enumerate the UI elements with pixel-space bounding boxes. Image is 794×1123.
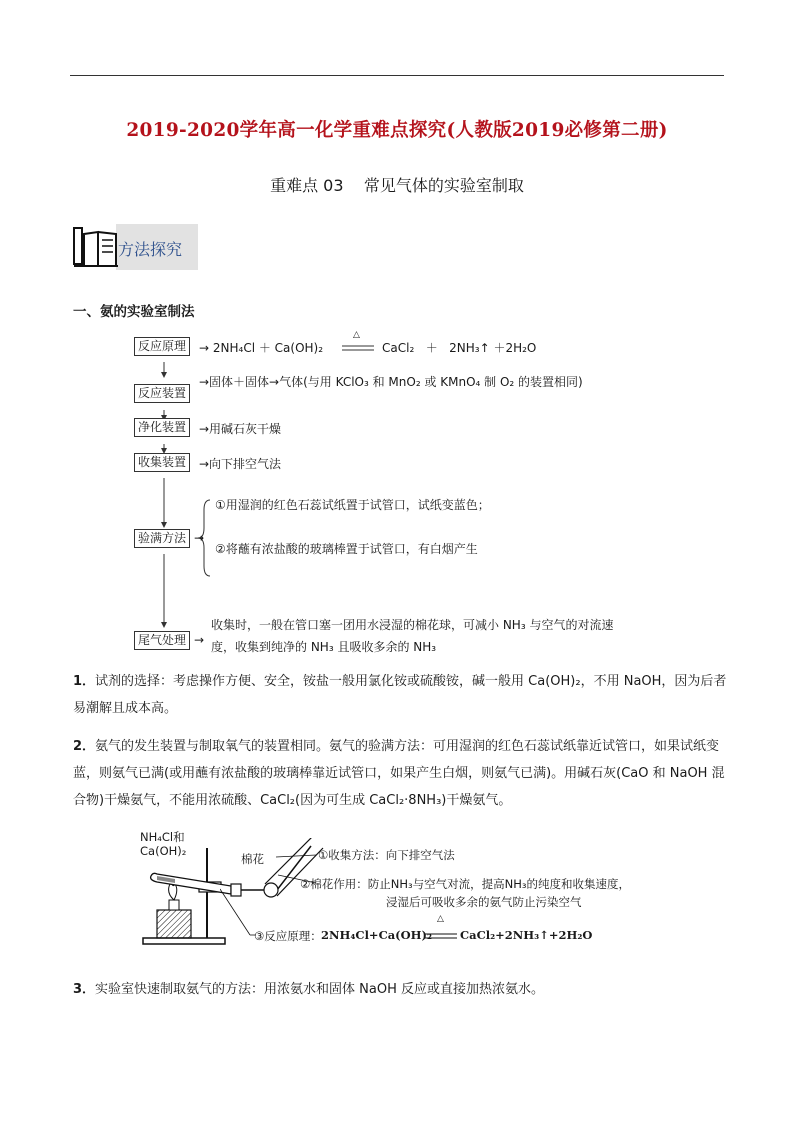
reagent-label-2: Ca(OH)₂ bbox=[140, 844, 187, 858]
flow-box-reaction-principle: 反应原理 bbox=[134, 337, 190, 356]
flow-apparatus-text: →固体＋固体→气体(与用 KClO₃ 和 MnO₂ 或 KMnO₄ 制 O₂ 的装置相同) bbox=[199, 375, 583, 389]
apparatus-note-reaction-condition: △ bbox=[437, 914, 444, 924]
flow-box-reaction-apparatus: 反应装置 bbox=[134, 384, 190, 403]
reagent-label-1: NH₄Cl和 bbox=[140, 830, 185, 844]
header-rule bbox=[70, 75, 724, 76]
flow-purification-text: →用碱石灰干燥 bbox=[199, 422, 282, 436]
apparatus-note-reaction-rhs: CaCl₂+2NH₃↑+2H₂O bbox=[460, 928, 593, 942]
flow-full-test-option-2: ②将蘸有浓盐酸的玻璃棒置于试管口，有白烟产生 bbox=[215, 542, 478, 556]
cotton-label: 棉花 bbox=[241, 852, 264, 866]
apparatus-note-collection: ①收集方法：向下排空气法 bbox=[318, 848, 455, 862]
book-icon bbox=[72, 226, 122, 270]
section-heading: 一、氨的实验室制法 bbox=[73, 304, 195, 320]
paragraph-1: 1．试剂的选择：考虑操作方便、安全，铵盐一般用氯化铵或硫酸铵，碱一般用 Ca(OH)₂，不用 NaOH，因为后者易潮解且成本高。 bbox=[73, 674, 727, 716]
flow-arrow: → bbox=[194, 531, 205, 545]
apparatus-note-reaction-lhs: 2NH₄Cl+Ca(OH)₂ bbox=[321, 928, 432, 942]
flow-equation-lhs: → 2NH₄Cl ＋ Ca(OH)₂ bbox=[199, 341, 324, 355]
flow-tail-gas-line-1: 收集时，一般在管口塞一团用水浸湿的棉花球，可减小 NH₃ 与空气的对流速 bbox=[211, 618, 614, 632]
equals-sign bbox=[425, 932, 457, 940]
flow-box-full-test: 验满方法 bbox=[134, 529, 190, 548]
badge-label: 方法探究 bbox=[118, 240, 183, 259]
flow-collection-text: →向下排空气法 bbox=[199, 457, 282, 471]
paragraph-3: 3．实验室快速制取氨气的方法：用浓氨水和固体 NaOH 反应或直接加热浓氨水。 bbox=[73, 982, 545, 997]
flow-box-purification: 净化装置 bbox=[134, 418, 190, 437]
flow-full-test-option-1: ①用湿润的红色石蕊试纸置于试管口，试纸变蓝色； bbox=[215, 498, 490, 512]
equals-sign bbox=[342, 344, 374, 352]
paragraph-2: 2．氨气的发生装置与制取氧气的装置相同。氨气的验满方法：可用湿润的红色石蕊试纸靠近试管口，如果试纸变蓝，则氨气已满(或用蘸有浓盐酸的玻璃棒靠近试管口，如果产生白烟，则氨气已满)。用碱石灰(CaO 和 NaOH 混合物)干燥氨气，不能用浓硫酸、CaCl₂(因为可生成 CaCl₂·8NH₃)干燥氨气。 bbox=[73, 739, 725, 808]
flow-box-collection: 收集装置 bbox=[134, 453, 190, 472]
flow-arrow: → bbox=[194, 633, 205, 647]
document-title: 2019-2020学年高一化学重难点探究(人教版2019必修第二册) bbox=[126, 120, 668, 141]
flow-equation-rhs: CaCl₂ ＋ 2NH₃↑ ＋2H₂O bbox=[382, 341, 537, 355]
apparatus-note-reaction-label: ③反应原理： bbox=[254, 929, 322, 943]
flow-tail-gas-line-2: 度，收集到纯净的 NH₃ 且吸收多余的 NH₃ bbox=[211, 640, 437, 654]
section-subtitle: 重难点 03 常见气体的实验室制取 bbox=[270, 176, 524, 195]
apparatus-note-cotton-1: ②棉花作用：防止NH₃与空气对流，提高NH₃的纯度和收集速度， bbox=[300, 877, 631, 891]
apparatus-note-cotton-2: 浸湿后可吸收多余的氨气防止污染空气 bbox=[386, 895, 582, 909]
flow-equation-condition: △ bbox=[353, 330, 360, 340]
flow-box-tail-gas: 尾气处理 bbox=[134, 631, 190, 650]
